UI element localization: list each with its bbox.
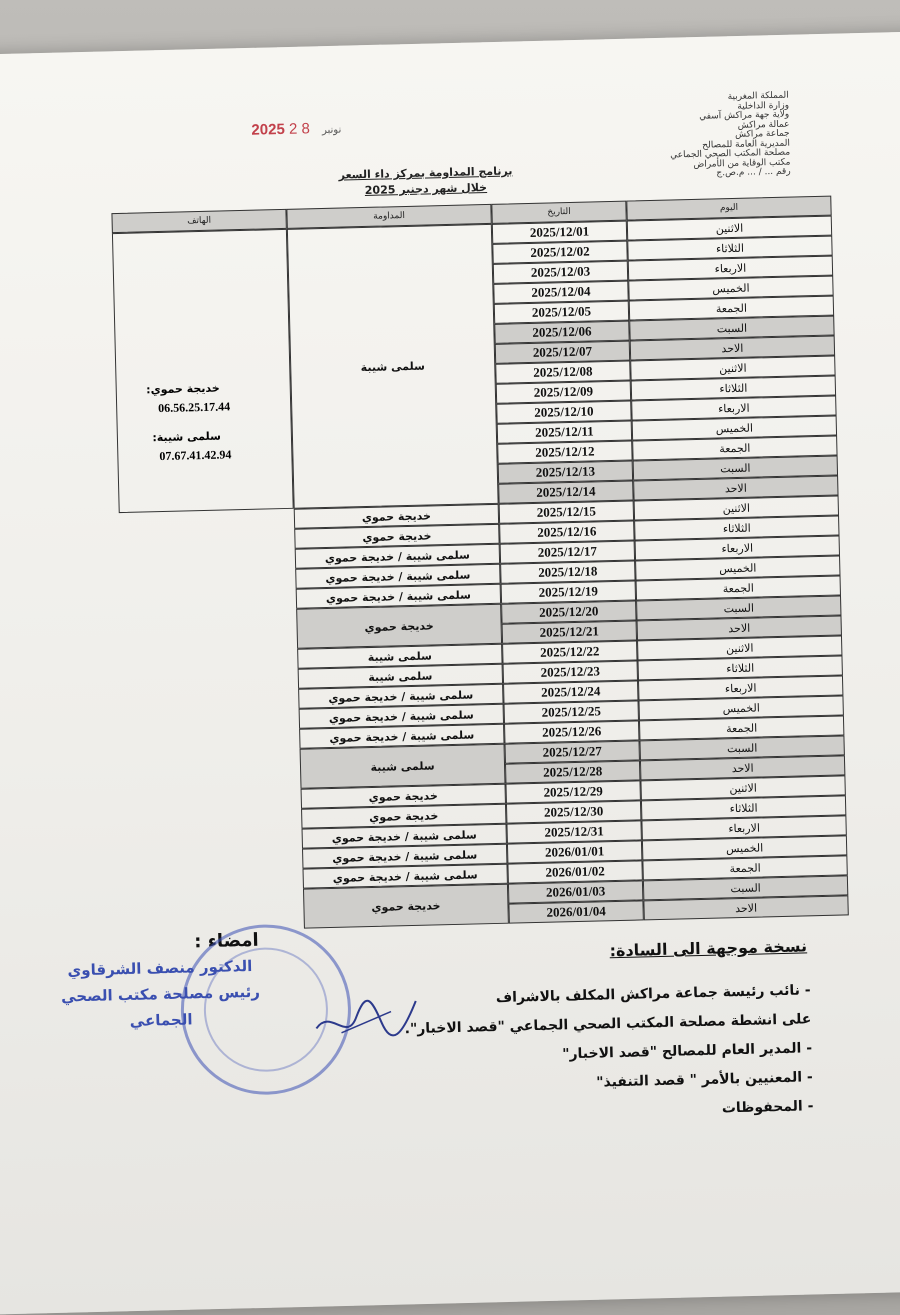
row-day: الاربعاء (628, 256, 833, 281)
row-day: الاحد (643, 895, 848, 920)
row-day: السبت (643, 875, 848, 900)
row-day: الثلاثاء (638, 655, 843, 680)
row-date: 2025/12/02 (492, 241, 627, 264)
copies-list (390, 976, 813, 1131)
copy-item: - نائب رئيسة جماعة مراكش المكلف بالاشراف (495, 982, 811, 1007)
row-day: الخميس (635, 555, 840, 580)
phone-contact-name: سلمى شيبة: (152, 429, 222, 445)
copy-item: - المدير العام للمصالح "قصد الاخبار" (562, 1040, 813, 1063)
header-date: التاريخ (491, 201, 626, 224)
signatory-line: الجماعي (129, 1010, 193, 1030)
row-duty: خديجة حموي (301, 784, 506, 809)
row-day: الاربعاء (638, 675, 843, 700)
row-day: الجمعة (629, 296, 834, 321)
row-day: الثلاثاء (641, 795, 846, 820)
row-day: الاثنين (630, 356, 835, 381)
copy-item: - المحفوظات (721, 1098, 814, 1117)
row-date: 2025/12/10 (496, 401, 631, 424)
phone-number: 06.56.25.17.44 (158, 399, 231, 416)
row-date: 2025/12/25 (504, 700, 639, 723)
header-duty: المداومة (286, 204, 491, 229)
letterhead-line: المديرية العامة للمصالح (702, 138, 791, 151)
row-date: 2025/12/06 (494, 321, 629, 344)
row-duty: سلمى شيبة / خديجة حموي (302, 844, 507, 869)
phone-contact-name: خديجة حموي: (146, 381, 220, 397)
row-date: 2025/12/29 (505, 780, 640, 803)
row-day: الخميس (642, 835, 847, 860)
row-date: 2025/12/07 (495, 341, 630, 364)
row-day: الاحد (633, 475, 838, 500)
row-date: 2025/12/18 (500, 560, 635, 583)
copies-title: نسخة موجهة الى السادة: (609, 936, 808, 961)
row-date: 2025/12/03 (493, 261, 628, 284)
row-day: الاثنين (637, 635, 842, 660)
row-day: الخميس (632, 416, 837, 441)
row-day: الجمعة (636, 575, 841, 600)
copy-item: - المعنيين بالأمر " قصد التنفيذ" (596, 1069, 813, 1091)
row-date: 2025/12/08 (495, 361, 630, 384)
row-day: الاثنين (640, 775, 845, 800)
signatory-name (30, 952, 292, 1036)
row-date: 2025/12/19 (501, 580, 636, 603)
row-day: الثلاثاء (627, 236, 832, 261)
row-date: 2025/12/23 (503, 660, 638, 683)
row-duty: سلمى شيبة / خديجة حموي (295, 564, 500, 589)
row-date: 2025/12/31 (506, 820, 641, 843)
row-day: الجمعة (642, 855, 847, 880)
row-date: 2026/01/01 (507, 840, 642, 863)
row-day: السبت (629, 316, 834, 341)
row-date: 2025/12/14 (498, 481, 633, 504)
duty-merged-block: سلمى شيبة (287, 224, 499, 509)
weekend-duty: خديجة حموي (296, 604, 502, 649)
row-duty: سلمى شيبة (297, 644, 502, 669)
row-date: 2025/12/12 (497, 441, 632, 464)
signature-title: امضاء : (193, 929, 259, 953)
row-day: الاربعاء (631, 396, 836, 421)
row-date: 2025/12/01 (492, 221, 627, 244)
row-day: الاثنين (627, 216, 832, 241)
row-date: 2025/12/11 (497, 421, 632, 444)
row-day: الثلاثاء (634, 515, 839, 540)
row-date: 2025/12/27 (505, 740, 640, 763)
row-date: 2026/01/03 (508, 880, 643, 903)
row-duty: خديجة حموي (301, 804, 506, 829)
row-day: الاحد (640, 755, 845, 780)
row-duty: سلمى شيبة / خديجة حموي (299, 704, 504, 729)
weekend-duty: سلمى شيبة (300, 744, 506, 789)
row-day: السبت (633, 455, 838, 480)
weekend-duty: خديجة حموي (303, 884, 509, 929)
row-date: 2025/12/13 (498, 461, 633, 484)
letterhead-line: مكتب الوقاية من الأمراض (693, 157, 791, 170)
row-day: الخميس (638, 695, 843, 720)
phones-block (112, 229, 294, 513)
row-duty: سلمى شيبة (298, 664, 503, 689)
row-day: الاربعاء (635, 535, 840, 560)
document-title (320, 163, 531, 200)
letterhead-line: وزارة الداخلية (737, 100, 790, 112)
row-date: 2025/12/09 (496, 381, 631, 404)
row-date: 2025/12/28 (505, 760, 640, 783)
row-date: 2025/12/22 (502, 640, 637, 663)
row-date: 2025/12/20 (501, 600, 636, 623)
row-day: الخميس (628, 276, 833, 301)
row-date: 2025/12/05 (494, 301, 629, 324)
row-duty: خديجة حموي (294, 524, 499, 549)
row-day: الاحد (637, 615, 842, 640)
row-day: الجمعة (639, 715, 844, 740)
row-day: الاحد (630, 336, 835, 361)
row-day: الجمعة (632, 436, 837, 461)
row-duty: سلمى شيبة / خديجة حموي (296, 584, 501, 609)
letterhead-line: المملكة المغربية (727, 90, 789, 103)
date-month: نونبر (321, 124, 342, 136)
row-duty: سلمى شيبة / خديجة حموي (295, 544, 500, 569)
phone-number: 07.67.41.42.94 (159, 447, 232, 464)
row-date: 2025/12/17 (500, 540, 635, 563)
row-duty: خديجة حموي (294, 504, 499, 529)
copy-item: على انشطة مصلحة المكتب الصحي الجماعي "قصد الاخبار". (404, 1011, 812, 1038)
row-date: 2025/12/24 (503, 680, 638, 703)
row-date: 2025/12/16 (499, 520, 634, 543)
schedule-table (111, 196, 849, 943)
date-year: 2025 (251, 120, 286, 139)
signatory-line: الدكتور منصف الشرقاوي (67, 956, 253, 980)
row-duty: سلمى شيبة / خديجة حموي (299, 724, 504, 749)
date-stamp (251, 119, 349, 138)
row-date: 2025/12/26 (504, 720, 639, 743)
letterhead-line: ولاية جهة مراكش آسفي (699, 109, 790, 122)
title-line-1: برنامج المداومة بمركز داء السعر (338, 164, 513, 182)
row-date: 2025/12/04 (493, 281, 628, 304)
letterhead (619, 92, 791, 182)
signatory-line: رئيس مصلحة مكتب الصحي (60, 982, 261, 1006)
row-duty: سلمى شيبة / خديجة حموي (298, 684, 503, 709)
letterhead-line: جماعة مراكش (734, 128, 790, 140)
row-day: الاثنين (634, 495, 839, 520)
row-day: الاربعاء (641, 815, 846, 840)
letterhead-line: عمالة مراكش (737, 119, 790, 131)
row-day: السبت (636, 595, 841, 620)
row-date: 2025/12/15 (499, 500, 634, 523)
row-duty: سلمى شيبة / خديجة حموي (302, 864, 507, 889)
row-day: السبت (639, 735, 844, 760)
row-duty: سلمى شيبة / خديجة حموي (302, 824, 507, 849)
letterhead-line: رقم ... / ... م.ص.ج (716, 166, 791, 179)
row-day: الثلاثاء (631, 376, 836, 401)
row-date: 2026/01/02 (507, 860, 642, 883)
header-day: اليوم (626, 196, 831, 221)
title-line-2: خلال شهر دجنبر 2025 (364, 180, 488, 197)
row-date: 2026/01/04 (508, 900, 643, 923)
header-phone: الهاتف (111, 209, 286, 233)
letterhead-line: مصلحة المكتب الصحي الجماعي (670, 147, 791, 161)
row-date: 2025/12/21 (502, 620, 637, 643)
date-day: 8 2 (288, 120, 311, 138)
row-date: 2025/12/30 (506, 800, 641, 823)
